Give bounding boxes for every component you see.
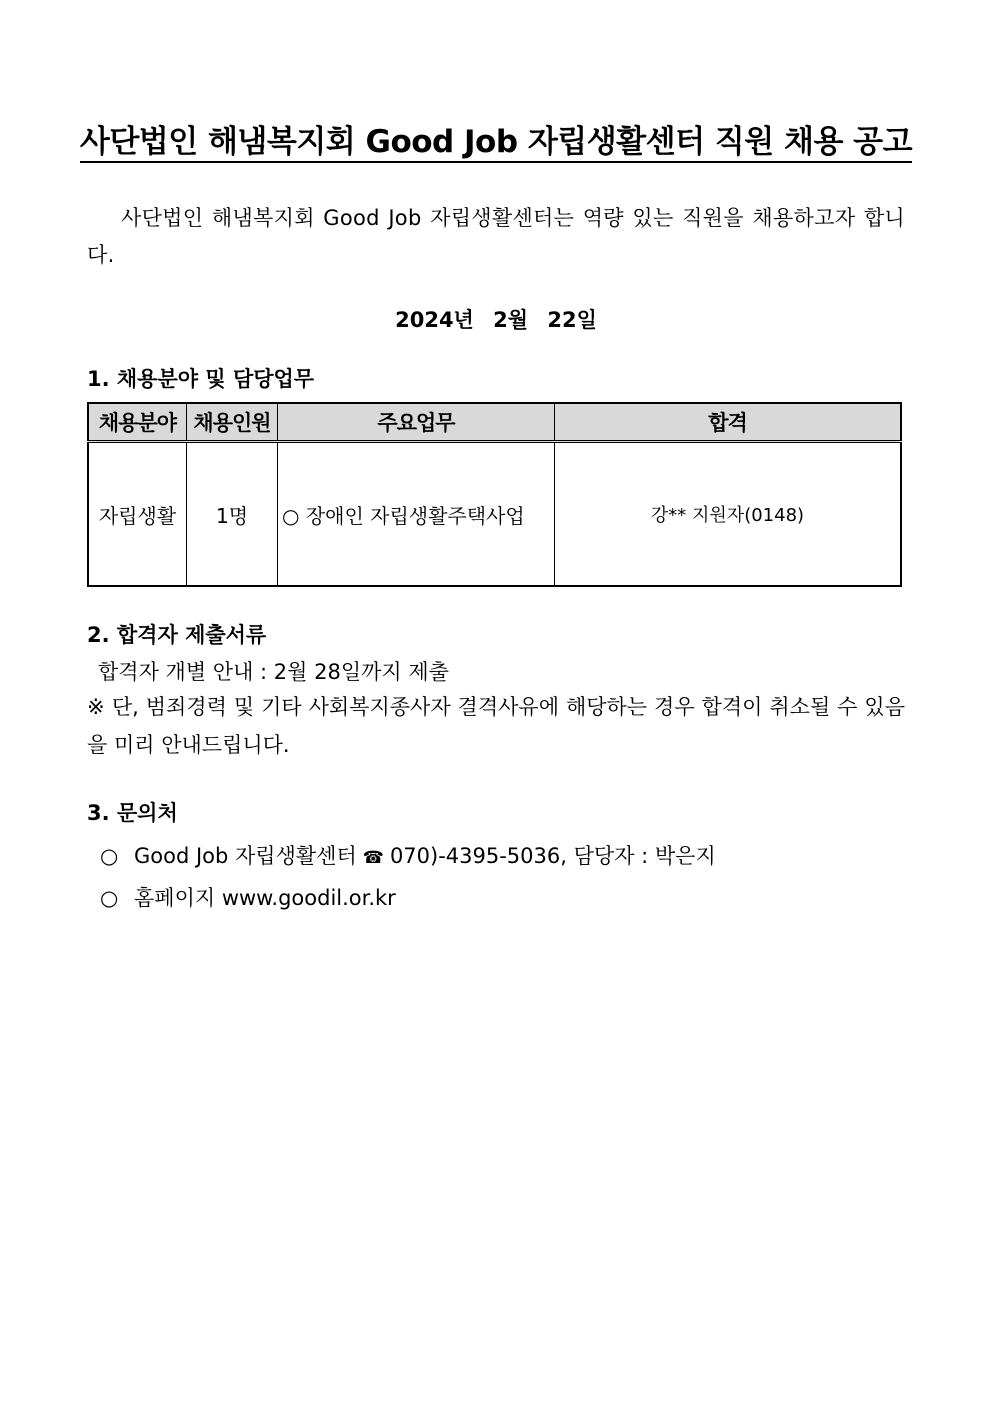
- notice-line: 합격자 개별 안내 : 2월 28일까지 제출: [98, 660, 449, 684]
- cell-field: 자립생활: [88, 442, 187, 587]
- cell-result: 강** 지원자(0148): [555, 442, 902, 587]
- page-title-text: 사단법인 해냄복지회 Good Job 자립생활센터 직원 채용 공고: [80, 124, 912, 163]
- contact-name: Good Job 자립생활센터: [134, 844, 357, 868]
- contact-line: [100, 840, 716, 870]
- header-count: 채용인원: [187, 403, 278, 442]
- section-3-heading: 3. 문의처: [87, 801, 178, 825]
- section-2-heading: 2. 합격자 제출서류: [87, 623, 267, 647]
- table-row: [88, 442, 901, 587]
- recruitment-table: [87, 402, 902, 587]
- homepage-line: [100, 882, 396, 912]
- header-field: 채용분야: [88, 403, 187, 442]
- contact-bullet: ○: [100, 844, 119, 868]
- homepage-text: 홈페이지 www.goodil.or.kr: [134, 886, 396, 910]
- disqualification-note: ※ 단, 범죄경력 및 기타 사회복지종사자 결격사유에 해당하는 경우 합격이 취소될 수 있음을 미리 안내드립니다.: [87, 695, 905, 757]
- homepage-bullet: ○: [100, 886, 119, 910]
- telephone-icon: ☎: [362, 848, 384, 868]
- page-title: [0, 116, 992, 161]
- contact-phone: 070)-4395-5036, 담당자 : 박은지: [389, 844, 716, 868]
- announcement-date: 2024년 2월 22일: [395, 308, 597, 332]
- intro-paragraph: 사단법인 해냄복지회 Good Job 자립생활센터는 역량 있는 직원을 채용하고자 합니다.: [87, 206, 905, 267]
- cell-count: 1명: [187, 442, 278, 587]
- section-1-heading: 1. 채용분야 및 담당업무: [87, 367, 315, 391]
- table-header-row: [88, 403, 901, 442]
- cell-duty: ○ 장애인 자립생활주택사업: [278, 442, 555, 587]
- header-duty: 주요업무: [278, 403, 555, 442]
- header-result: 합격: [555, 403, 902, 442]
